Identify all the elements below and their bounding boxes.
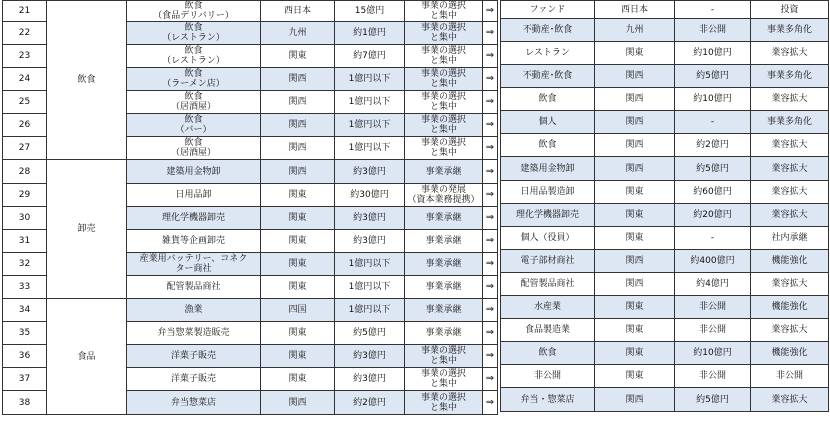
table-row (501, 250, 829, 273)
buyer-size: 約400億円 (675, 250, 751, 273)
buyer-industry: 日用品製造卸 (501, 181, 595, 204)
table-row (501, 204, 829, 227)
arrow-icon: ⇒ (483, 230, 498, 253)
transfer-reason: 事業の選択 と集中 (405, 368, 483, 391)
acquisition-purpose: 投資 (751, 1, 829, 19)
buyer-region: 関西 (595, 250, 675, 273)
arrow-icon: ⇒ (483, 299, 498, 322)
seller-region: 関東 (261, 345, 335, 368)
buyer-size: - (675, 227, 751, 250)
buyer-region: 関東 (595, 319, 675, 342)
buyer-industry: 飲食 (501, 134, 595, 157)
seller-size: 1億円以下 (335, 68, 405, 91)
seller-size: 約7億円 (335, 45, 405, 68)
seller-industry: 飲食 （居酒屋） (127, 91, 261, 114)
acquisition-purpose: 業容拡大 (751, 319, 829, 342)
row-number: 21 (3, 1, 47, 22)
buyer-region: 関東 (595, 204, 675, 227)
buyer-industry: 不動産･飲食 (501, 65, 595, 88)
buyer-industry: 弁当・惣菜店 (501, 388, 595, 412)
seller-industry: 洋菓子販売 (127, 368, 261, 391)
transfer-reason: 事業の発展 （資本業務提携） (405, 184, 483, 207)
row-number: 27 (3, 137, 47, 160)
seller-industry: 雑貨等企画卸売 (127, 230, 261, 253)
buyer-region: 関東 (595, 342, 675, 365)
buyer-region: 九州 (595, 19, 675, 42)
seller-size: 15億円 (335, 1, 405, 22)
buyer-industry: 水産業 (501, 296, 595, 319)
seller-size: 約3億円 (335, 230, 405, 253)
transfer-reason: 事業の選択 と集中 (405, 1, 483, 22)
table-row (501, 273, 829, 296)
seller-industry: 飲食 （居酒屋） (127, 137, 261, 160)
buyer-size: 約10億円 (675, 88, 751, 111)
arrow-icon: ⇒ (483, 368, 498, 391)
seller-region: 関東 (261, 322, 335, 345)
table-row (501, 227, 829, 250)
seller-size: 1億円以下 (335, 276, 405, 299)
buyer-industry: 個人（役員） (501, 227, 595, 250)
seller-region: 関東 (261, 184, 335, 207)
row-number: 31 (3, 230, 47, 253)
seller-region: 関西 (261, 114, 335, 137)
seller-industry: 飲食 （ラーメン店） (127, 68, 261, 91)
acquisition-purpose: 業容拡大 (751, 388, 829, 412)
buyer-industry: 飲食 (501, 88, 595, 111)
seller-size: 1億円以下 (335, 299, 405, 322)
buyer-size: - (675, 111, 751, 134)
buyer-industry: 理化学機器卸売 (501, 204, 595, 227)
buyer-industry: 食品製造業 (501, 319, 595, 342)
row-number: 32 (3, 253, 47, 276)
buyer-region: 関西 (595, 88, 675, 111)
seller-industry: 飲食 （バー） (127, 114, 261, 137)
seller-region: 関東 (261, 230, 335, 253)
transfer-reason: 事業の選択 と集中 (405, 391, 483, 415)
arrow-icon: ⇒ (483, 68, 498, 91)
seller-size: 約1億円 (335, 22, 405, 45)
arrow-icon: ⇒ (483, 22, 498, 45)
seller-industry: 洋菓子販売 (127, 345, 261, 368)
arrow-icon: ⇒ (483, 391, 498, 415)
buyer-industry: 非公開 (501, 365, 595, 388)
row-number: 29 (3, 184, 47, 207)
acquisition-purpose: 業容拡大 (751, 42, 829, 65)
seller-industry: 建築用金物卸 (127, 160, 261, 184)
buyer-region: 関東 (595, 227, 675, 250)
seller-size: 約30億円 (335, 184, 405, 207)
buyer-size: 約2億円 (675, 134, 751, 157)
seller-size: 約3億円 (335, 207, 405, 230)
transfer-reason: 事業の選択 と集中 (405, 22, 483, 45)
seller-region: 関西 (261, 68, 335, 91)
row-number: 34 (3, 299, 47, 322)
transfer-reason: 事業の選択 と集中 (405, 345, 483, 368)
seller-size: 1億円以下 (335, 253, 405, 276)
buyer-size: 約10億円 (675, 342, 751, 365)
acquisition-purpose: 非公開 (751, 365, 829, 388)
buyer-industry: 飲食 (501, 342, 595, 365)
table-row (501, 365, 829, 388)
buyer-region: 関東 (595, 181, 675, 204)
table-row (501, 88, 829, 111)
row-number: 30 (3, 207, 47, 230)
seller-region: 関東 (261, 45, 335, 68)
transfer-reason: 事業の選択 と集中 (405, 45, 483, 68)
seller-table (2, 0, 498, 415)
arrow-icon: ⇒ (483, 276, 498, 299)
seller-region: 四国 (261, 299, 335, 322)
seller-industry: 弁当惣菜製造販売 (127, 322, 261, 345)
row-number: 24 (3, 68, 47, 91)
acquisition-purpose: 機能強化 (751, 250, 829, 273)
table-row (501, 1, 829, 19)
table-row (501, 157, 829, 181)
row-number: 36 (3, 345, 47, 368)
table-row (501, 111, 829, 134)
seller-region: 関西 (261, 137, 335, 160)
category-cell: 飲食 (47, 1, 127, 160)
arrow-icon: ⇒ (483, 345, 498, 368)
buyer-size: 非公開 (675, 319, 751, 342)
buyer-size: 約5億円 (675, 388, 751, 412)
buyer-size: 約60億円 (675, 181, 751, 204)
seller-industry: 理化学機器卸売 (127, 207, 261, 230)
seller-region: 関西 (261, 391, 335, 415)
seller-size: 1億円以下 (335, 137, 405, 160)
arrow-icon: ⇒ (483, 114, 498, 137)
seller-industry: 産業用バッテリー、コネク ター商社 (127, 253, 261, 276)
table-row (3, 299, 498, 322)
seller-region: 西日本 (261, 1, 335, 22)
transfer-reason: 事業承継 (405, 207, 483, 230)
table-row (501, 42, 829, 65)
buyer-size: 非公開 (675, 365, 751, 388)
acquisition-purpose: 業容拡大 (751, 273, 829, 296)
seller-region: 関東 (261, 368, 335, 391)
table-row (501, 181, 829, 204)
seller-region: 九州 (261, 22, 335, 45)
buyer-region: 西日本 (595, 1, 675, 19)
arrow-icon: ⇒ (483, 160, 498, 184)
buyer-size: 約20億円 (675, 204, 751, 227)
transfer-reason: 事業承継 (405, 253, 483, 276)
seller-size: 約2億円 (335, 391, 405, 415)
transfer-reason: 事業の選択 と集中 (405, 68, 483, 91)
buyer-industry: 建築用金物卸 (501, 157, 595, 181)
buyer-industry: 電子部材商社 (501, 250, 595, 273)
buyer-region: 関西 (595, 157, 675, 181)
buyer-region: 関西 (595, 388, 675, 412)
arrow-icon: ⇒ (483, 45, 498, 68)
buyer-size: - (675, 1, 751, 19)
arrow-icon: ⇒ (483, 207, 498, 230)
table-row (3, 160, 498, 184)
seller-industry: 漁業 (127, 299, 261, 322)
table-row (3, 1, 498, 22)
buyer-size: 約10億円 (675, 42, 751, 65)
buyer-region: 関西 (595, 273, 675, 296)
buyer-region: 関西 (595, 134, 675, 157)
transfer-reason: 事業の選択 と集中 (405, 114, 483, 137)
buyer-region: 関東 (595, 42, 675, 65)
seller-size: 約5億円 (335, 322, 405, 345)
arrow-icon: ⇒ (483, 137, 498, 160)
category-cell: 卸売 (47, 160, 127, 299)
transfer-reason: 事業承継 (405, 160, 483, 184)
transfer-reason: 事業承継 (405, 230, 483, 253)
buyer-table (500, 0, 829, 412)
transfer-reason: 事業承継 (405, 322, 483, 345)
seller-industry: 配管製品商社 (127, 276, 261, 299)
acquisition-purpose: 事業多角化 (751, 19, 829, 42)
buyer-size: 非公開 (675, 296, 751, 319)
transfer-reason: 事業の選択 と集中 (405, 137, 483, 160)
buyer-size: 非公開 (675, 19, 751, 42)
arrow-icon: ⇒ (483, 184, 498, 207)
table-row (501, 134, 829, 157)
buyer-industry: レストラン (501, 42, 595, 65)
buyer-size: 約5億円 (675, 65, 751, 88)
seller-size: 1億円以下 (335, 91, 405, 114)
row-number: 22 (3, 22, 47, 45)
table-row (501, 19, 829, 42)
acquisition-purpose: 事業多角化 (751, 65, 829, 88)
row-number: 37 (3, 368, 47, 391)
transfer-reason: 事業の選択 と集中 (405, 91, 483, 114)
buyer-region: 関東 (595, 296, 675, 319)
seller-industry: 弁当惣菜店 (127, 391, 261, 415)
arrow-icon: ⇒ (483, 253, 498, 276)
buyer-industry: 個人 (501, 111, 595, 134)
buyer-region: 関西 (595, 111, 675, 134)
seller-region: 関東 (261, 207, 335, 230)
arrow-icon: ⇒ (483, 1, 498, 22)
acquisition-purpose: 社内承継 (751, 227, 829, 250)
transfer-reason: 事業承継 (405, 276, 483, 299)
arrow-icon: ⇒ (483, 91, 498, 114)
row-number: 35 (3, 322, 47, 345)
arrow-icon: ⇒ (483, 322, 498, 345)
acquisition-purpose: 事業多角化 (751, 111, 829, 134)
acquisition-purpose: 機能強化 (751, 342, 829, 365)
seller-region: 関東 (261, 253, 335, 276)
table-row (501, 319, 829, 342)
category-cell: 食品 (47, 299, 127, 415)
seller-industry: 日用品卸 (127, 184, 261, 207)
row-number: 26 (3, 114, 47, 137)
table-row (501, 65, 829, 88)
buyer-industry: 不動産･飲食 (501, 19, 595, 42)
seller-region: 関東 (261, 276, 335, 299)
buyer-size: 約4億円 (675, 273, 751, 296)
seller-size: 約3億円 (335, 160, 405, 184)
row-number: 28 (3, 160, 47, 184)
buyer-size: 約5億円 (675, 157, 751, 181)
seller-region: 関西 (261, 160, 335, 184)
seller-size: 1億円以下 (335, 114, 405, 137)
acquisition-purpose: 業容拡大 (751, 204, 829, 227)
acquisition-purpose: 業容拡大 (751, 157, 829, 181)
transfer-reason: 事業承継 (405, 299, 483, 322)
table-row (501, 388, 829, 412)
seller-industry: 飲食 （レストラン） (127, 22, 261, 45)
seller-industry: 飲食 （レストラン） (127, 45, 261, 68)
buyer-industry: ファンド (501, 1, 595, 19)
acquisition-purpose: 業容拡大 (751, 181, 829, 204)
seller-region: 関西 (261, 91, 335, 114)
buyer-region: 関西 (595, 65, 675, 88)
row-number: 38 (3, 391, 47, 415)
row-number: 33 (3, 276, 47, 299)
acquisition-purpose: 業容拡大 (751, 134, 829, 157)
row-number: 25 (3, 91, 47, 114)
seller-size: 約3億円 (335, 345, 405, 368)
table-row (501, 342, 829, 365)
seller-industry: 飲食 （食品デリバリー） (127, 1, 261, 22)
row-number: 23 (3, 45, 47, 68)
seller-size: 約3億円 (335, 368, 405, 391)
buyer-region: 関東 (595, 365, 675, 388)
acquisition-purpose: 業容拡大 (751, 88, 829, 111)
table-row (501, 296, 829, 319)
acquisition-purpose: 機能強化 (751, 296, 829, 319)
buyer-industry: 配管製品商社 (501, 273, 595, 296)
